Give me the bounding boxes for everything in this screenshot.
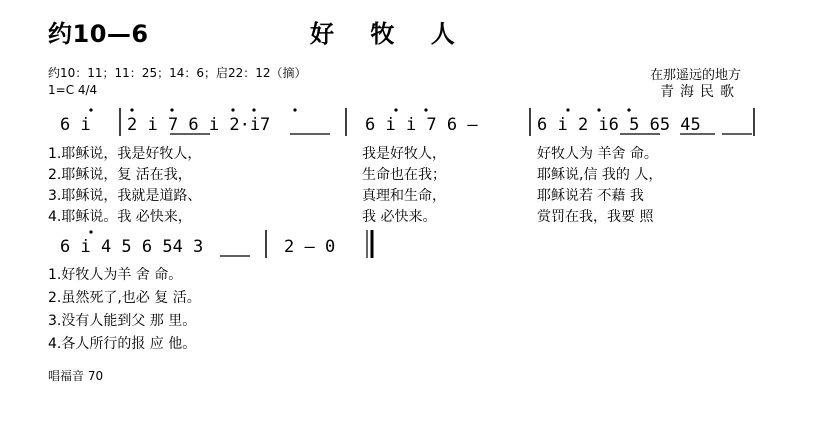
lyric-verse-2-ending: 2.虽然死了,也必 复 活。: [48, 290, 201, 306]
system1-segment: 2 i 7 6 i 2·i7: [127, 115, 271, 135]
octave-dot: [394, 108, 397, 111]
system1-octave-dots: [89, 108, 630, 111]
system2-segment: 6 i 4 5 6 54 3: [60, 237, 204, 257]
lyric-verse-1-part-b: 我是好牧人，: [362, 146, 446, 162]
lyric-verse-3-part-c: 耶稣说若 不藉 我: [537, 188, 644, 204]
lyric-verse-2-part-b: 生命也在我；: [362, 167, 446, 183]
hymn-code: 约10—6: [48, 20, 149, 48]
lyric-verse-4-part-c: 赏罚在我，我要 照: [537, 209, 654, 225]
lyric-verse-2-part-c: 耶稣说,信 我的 人，: [537, 167, 663, 183]
system1-segment: 6 i: [60, 115, 91, 135]
octave-dot: [627, 108, 630, 111]
tune-name: 在那遥远的地方: [650, 68, 742, 83]
lyric-verse-4-part-a: 4.耶稣说。我 必快来，: [48, 209, 192, 225]
lyric-verse-4-ending: 4.各人所行的报 应 他。: [48, 336, 197, 352]
lyric-verse-3-part-a: 3.耶稣说，我就是道路、: [48, 188, 202, 204]
octave-dot: [231, 108, 234, 111]
octave-dot: [566, 108, 569, 111]
scripture-references: 约10：11；11：25；14：6；启22：12（摘）: [48, 66, 307, 80]
octave-dot: [89, 230, 92, 233]
tune-origin: 青海民歌: [660, 84, 740, 100]
lyric-verse-1-part-a: 1.耶稣说，我是好牧人，: [48, 146, 202, 162]
system1-notes: [60, 115, 701, 135]
lyric-verse-3-ending: 3.没有人能到父 那 里。: [48, 313, 197, 329]
key-and-time-signature: 1=C 4/4: [48, 83, 98, 97]
lyric-verse-4-part-b: 我 必快来。: [362, 209, 437, 225]
octave-dot: [252, 108, 255, 111]
octave-dot: [130, 108, 133, 111]
octave-dot: [597, 108, 600, 111]
octave-dot: [89, 108, 92, 111]
octave-dot: [170, 108, 173, 111]
lyric-verse-1-ending: 1.好牧人为羊 舍 命。: [48, 267, 183, 283]
system2-notes: [60, 237, 335, 257]
system1-segment: 6 i 2 i6 5 65 45: [537, 115, 701, 135]
system1-segment: 6 i i 7 6 –: [365, 115, 478, 135]
octave-dot: [293, 108, 296, 111]
lyric-verse-2-part-a: 2.耶稣说，复 活在我，: [48, 167, 192, 183]
song-title: 好 牧 人: [310, 20, 469, 48]
lyric-verse-3-part-b: 真理和生命，: [362, 188, 446, 204]
system2-segment: 2 – 0: [284, 237, 336, 257]
lyric-verse-1-part-c: 好牧人为 羊舍 命。: [537, 146, 658, 162]
hymnal-reference: 唱福音 70: [48, 369, 104, 383]
octave-dot: [424, 108, 427, 111]
system2-octave-dots: [89, 230, 92, 233]
